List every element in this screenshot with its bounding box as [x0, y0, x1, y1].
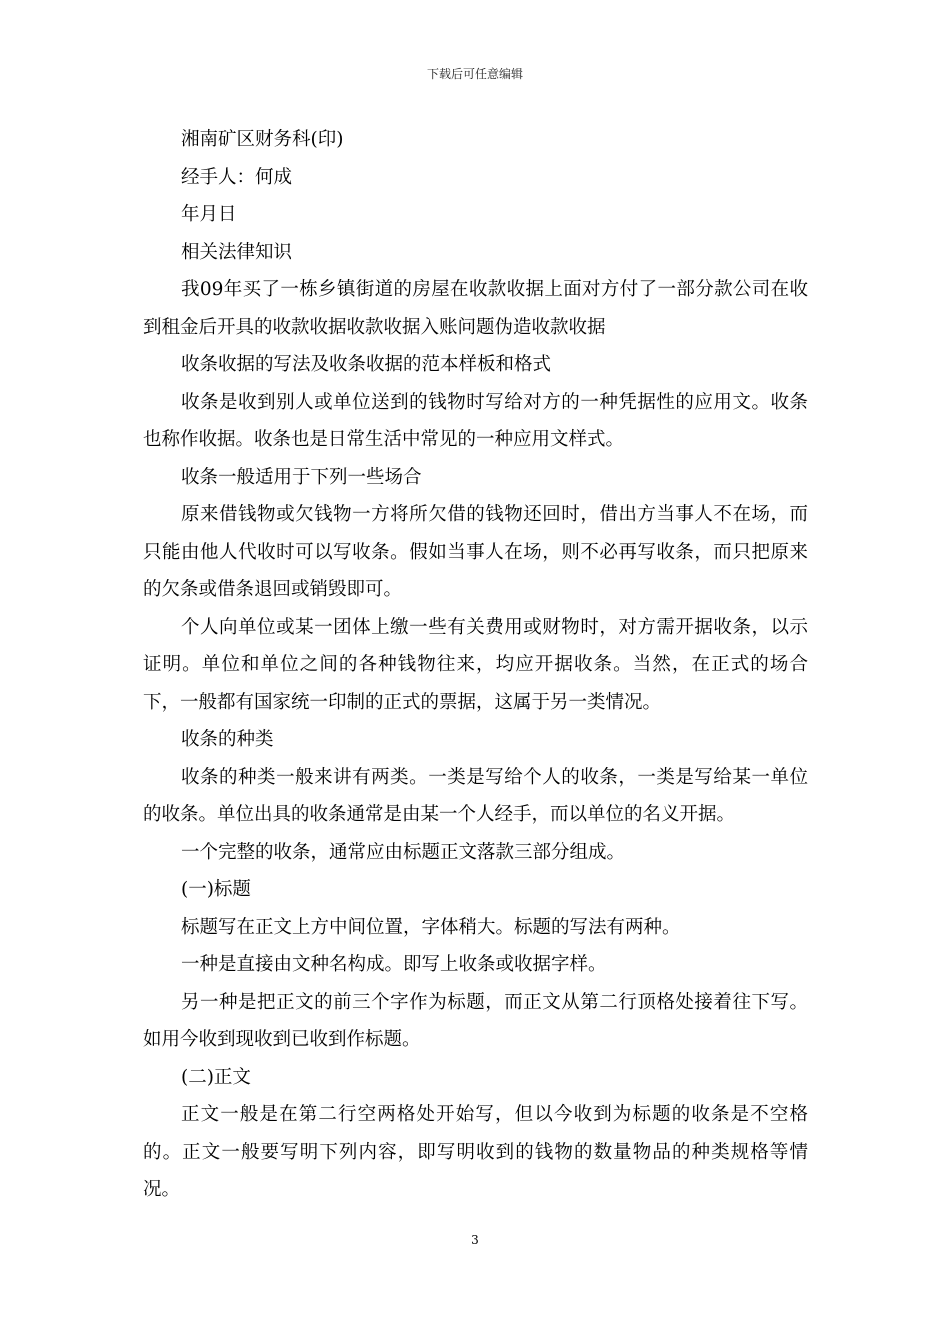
paragraph: 个人向单位或某一团体上缴一些有关费用或财物时，对方需开据收条，以示证明。单位和单位之间的各种钱物往来，均应开据收条。当然，在正式的场合下，一般都有国家统一印制的正式的票据，这属于另一类情况。 — [143, 616, 808, 713]
paragraph: 另一种是把正文的前三个字作为标题，而正文从第二行顶格处接着往下写。如用今收到现收到已收到作标题。 — [143, 991, 808, 1050]
paragraph: 收条是收到别人或单位送到的钱物时写给对方的一种凭据性的应用文。收条也称作收据。收条也是日常生活中常见的一种应用文样式。 — [143, 391, 808, 450]
section-heading: (一)标题 — [181, 879, 251, 900]
paragraph: 原来借钱物或欠钱物一方将所欠借的钱物还回时，借出方当事人不在场，而只能由他人代收时可以写收条。假如当事人在场，则不必再写收条，而只把原来的欠条或借条退回或销毁即可。 — [143, 504, 808, 600]
section-heading: 收条的种类 — [181, 729, 274, 750]
paragraph: 我09年买了一栋乡镇街道的房屋在收款收据上面对方付了一部分款公司在收到租金后开具的收款收据收款收据入账问题伪造收款收据 — [143, 279, 808, 338]
paragraph: 年月日 — [181, 204, 237, 225]
paragraph: 一个完整的收条，通常应由标题正文落款三部分组成。 — [181, 841, 626, 863]
document-body — [143, 121, 808, 1209]
section-heading: (二)正文 — [181, 1066, 251, 1088]
page-number: 3 — [471, 1233, 479, 1247]
paragraph: 正文一般是在第二行空两格处开始写，但以今收到为标题的收条是不空格的。正文一般要写明下列内容，即写明收到的钱物的数量物品的种类规格等情况。 — [143, 1104, 808, 1200]
paragraph: 收条的种类一般来讲有两类。一类是写给个人的收条，一类是写给某一单位的收条。单位出具的收条通常是由某一个人经手，而以单位的名义开据。 — [143, 766, 808, 825]
section-heading: 相关法律知识 — [181, 241, 293, 263]
section-heading: 收条一般适用于下列一些场合 — [181, 466, 422, 488]
paragraph: 经手人：何成 — [181, 166, 293, 188]
paragraph: 湘南矿区财务科(印) — [181, 129, 344, 150]
paragraph: 标题写在正文上方中间位置，字体稍大。标题的写法有两种。 — [181, 916, 681, 938]
page-header: 下载后可任意编辑 — [426, 67, 523, 81]
section-heading: 收条收据的写法及收条收据的范本样板和格式 — [181, 354, 552, 375]
paragraph: 一种是直接由文种名构成。即写上收条或收据字样。 — [181, 954, 607, 975]
